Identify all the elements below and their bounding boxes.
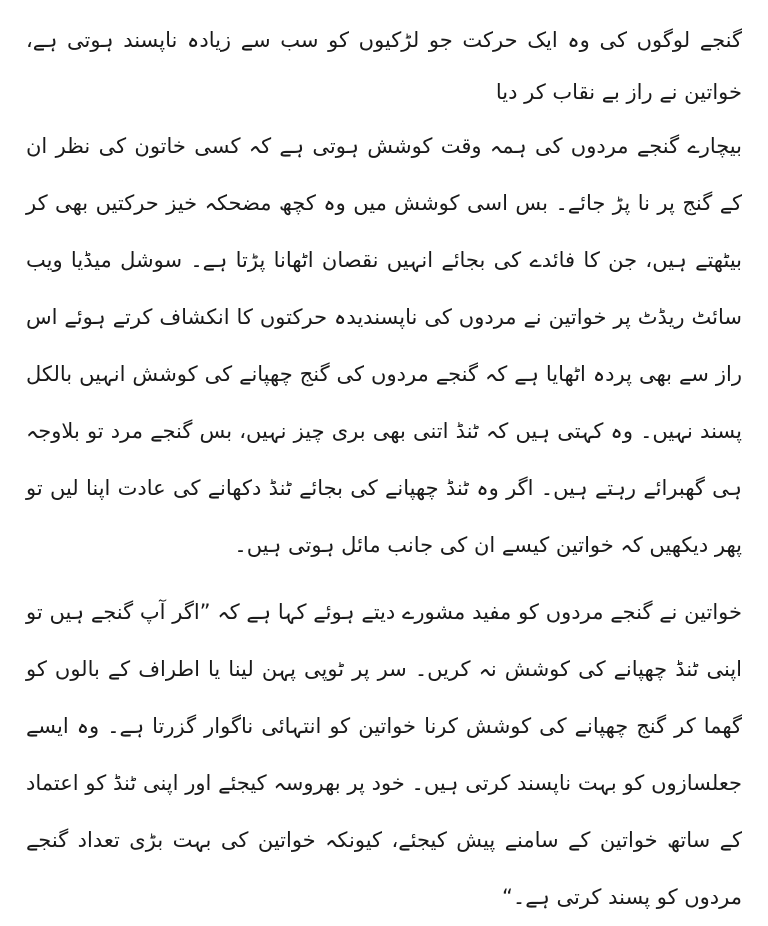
article-paragraph: خواتین نے گنجے مردوں کو مفید مشورے دیتے ہوئے کہا ہے کہ ”اگر آپ گنجے ہیں تو اپنی ٹنڈ چھپانے کی کوشش نہ کریں۔ سر پر ٹوپی پہن لینا یا اطراف کے بالوں کو گھما کر گنج چھپانے کی کوشش کرنا خواتین کو انتہائی ناگوار گزرتا ہے۔ وہ ایسے جعلسازوں کو بہت ناپسند کرتی ہیں۔ خود پر بھروسہ کیجئے اور اپنی ٹنڈ کو اعتماد کے ساتھ خواتین کے سامنے پیش کیجئے، کیونکہ خواتین کی بہت بڑی تعداد گنجے مردوں کو پسند کرتی ہے۔“: [26, 600, 742, 909]
article: [26, 14, 742, 909]
article-headline: گنجے لوگوں کی وہ ایک حرکت جو لڑکیوں کو سب سے زیادہ ناپسند ہوتی ہے، خواتین نے راز بے نقاب کر دیا: [26, 28, 742, 104]
article-paragraph: بیچارے گنجے مردوں کی ہمہ وقت کوشش ہوتی ہے کہ کسی خاتون کی نظر ان کے گنج پر نا پڑ جائے۔ بس اسی کوشش میں وہ کچھ مضحکہ خیز حرکتیں بھی کر بیٹھتے ہیں، جن کا فائدے کی بجائے انہیں نقصان اٹھانا پڑتا ہے۔ سوشل میڈیا ویب سائٹ ریڈٹ پر خواتین نے مردوں کی ناپسندیدہ حرکتوں کا انکشاف کرتے ہوئے اس راز سے بھی پردہ اٹھایا ہے کہ گنجے مردوں کی گنج چھپانے کی کوشش انہیں بالکل پسند نہیں۔ وہ کہتی ہیں کہ ٹنڈ اتنی بھی بری چیز نہیں، بس گنجے مرد تو بلاوجہ ہی گھبرائے رہتے ہیں۔ اگر وہ ٹنڈ چھپانے کی بجائے ٹنڈ دکھانے کی عادت اپنا لیں تو پھر دیکھیں کہ خواتین کیسے ان کی جانب مائل ہوتی ہیں۔: [26, 134, 742, 557]
